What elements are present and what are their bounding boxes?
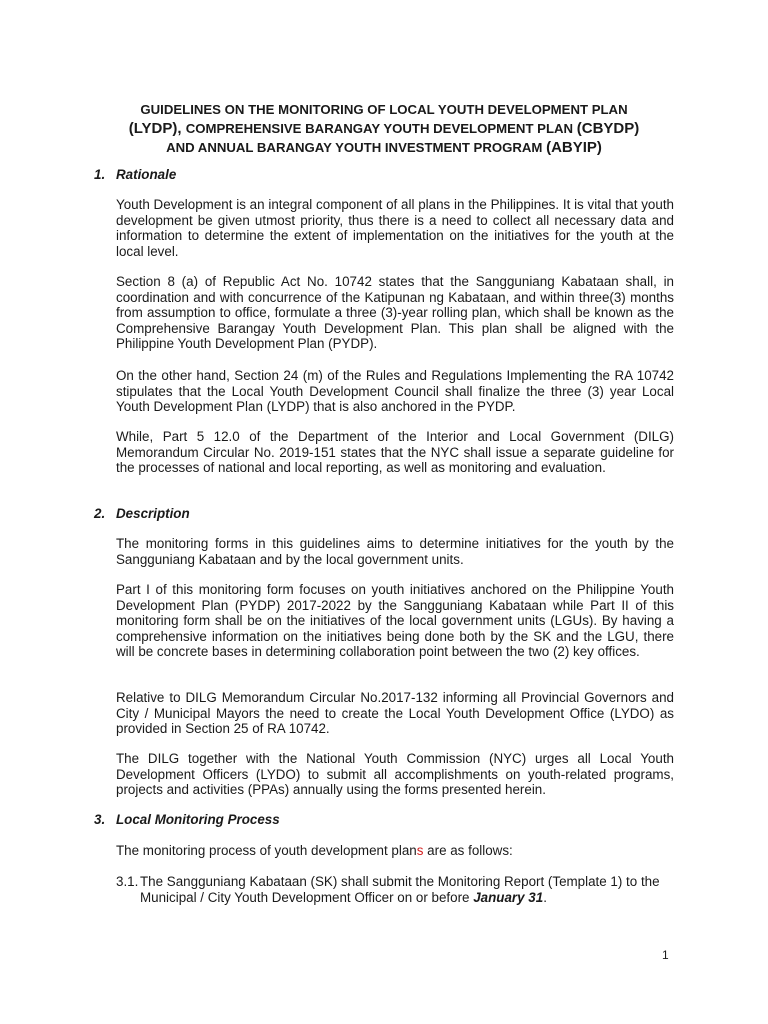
description-paragraph-1: The monitoring forms in this guidelines aims to determine initiatives for the youth by the Sangguniang Kabataan and by the local government units. bbox=[116, 536, 674, 567]
section-heading-rationale: 1. Rationale bbox=[94, 167, 177, 182]
description-paragraph-4: The DILG together with the National Youth Commission (NYC) urges all Local Youth Development Officers (LYDO) to submit all accomplishments on youth-related programs, projects and activities (PPAs) annually using the forms presented herein. bbox=[116, 751, 674, 797]
description-paragraph-3: Relative to DILG Memorandum Circular No.2017-132 informing all Provincial Governors and City / Municipal Mayors the need to create the Local Youth Development Office (LYDO) as provided in Section 25 of RA 10742. bbox=[116, 690, 674, 736]
rationale-paragraph-1: Youth Development is an integral component of all plans in the Philippines. It is vital that youth development be given utmost priority, thus there is a need to collect all necessary data and information to determine the extent of implementation on the initiatives for the youth at the local level. bbox=[116, 197, 674, 259]
rationale-paragraph-3: On the other hand, Section 24 (m) of the Rules and Regulations Implementing the RA 10742 stipulates that the Local Youth Development Council shall finalize the three (3) year Local Youth Development Plan (LYDP) that is also anchored in the PYDP. bbox=[116, 368, 674, 414]
title-line-3: AND ANNUAL BARANGAY YOUTH INVESTMENT PROGRAM (ABYIP) bbox=[166, 139, 602, 156]
process-intro: The monitoring process of youth development plans are as follows: bbox=[116, 843, 513, 858]
rationale-paragraph-4: While, Part 5 12.0 of the Department of the Interior and Local Government (DILG) Memorandum Circular No. 2019-151 states that the NYC shall issue a separate guideline for the processes of national and local reporting, as well as monitoring and evaluation. bbox=[116, 429, 674, 475]
process-item-3-1: 3.1. The Sangguniang Kabataan (SK) shall submit the Monitoring Report (Template 1) to the Municipal / City Youth Development Officer on or before January 31. bbox=[116, 874, 660, 905]
title-line-2: (LYDP), COMPREHENSIVE BARANGAY YOUTH DEVELOPMENT PLAN (CBYDP) bbox=[128, 120, 640, 137]
rationale-paragraph-2: Section 8 (a) of Republic Act No. 10742 states that the Sangguniang Kabataan shall, in coordination and with concurrence of the Katipunan ng Kabataan, and within three(3) months from assumption to office, formulate a three (3)-year rolling plan, which shall be known as the Comprehensive Barangay Youth Development Plan. This plan shall be aligned with the Philippine Youth Development Plan (PYDP). bbox=[116, 274, 674, 351]
description-paragraph-2: Part I of this monitoring form focuses on youth initiatives anchored on the Philippine Youth Development Plan (PYDP) 2017-2022 by the Sangguniang Kabataan while Part II of this monitoring form shall be on the initiatives of the local government units (LGUs). By having a comprehensive information on the initiatives being done both by the SK and the LGU, there will be concrete bases in determining collaboration point between the two (2) key offices. bbox=[116, 582, 674, 659]
page-number: 1 bbox=[662, 948, 669, 962]
section-heading-description: 2. Description bbox=[94, 506, 190, 521]
section-heading-local-monitoring-process: 3. Local Monitoring Process bbox=[94, 812, 280, 827]
title-line-1: GUIDELINES ON THE MONITORING OF LOCAL YOUTH DEVELOPMENT PLAN bbox=[140, 102, 628, 117]
document-title bbox=[80, 100, 688, 157]
